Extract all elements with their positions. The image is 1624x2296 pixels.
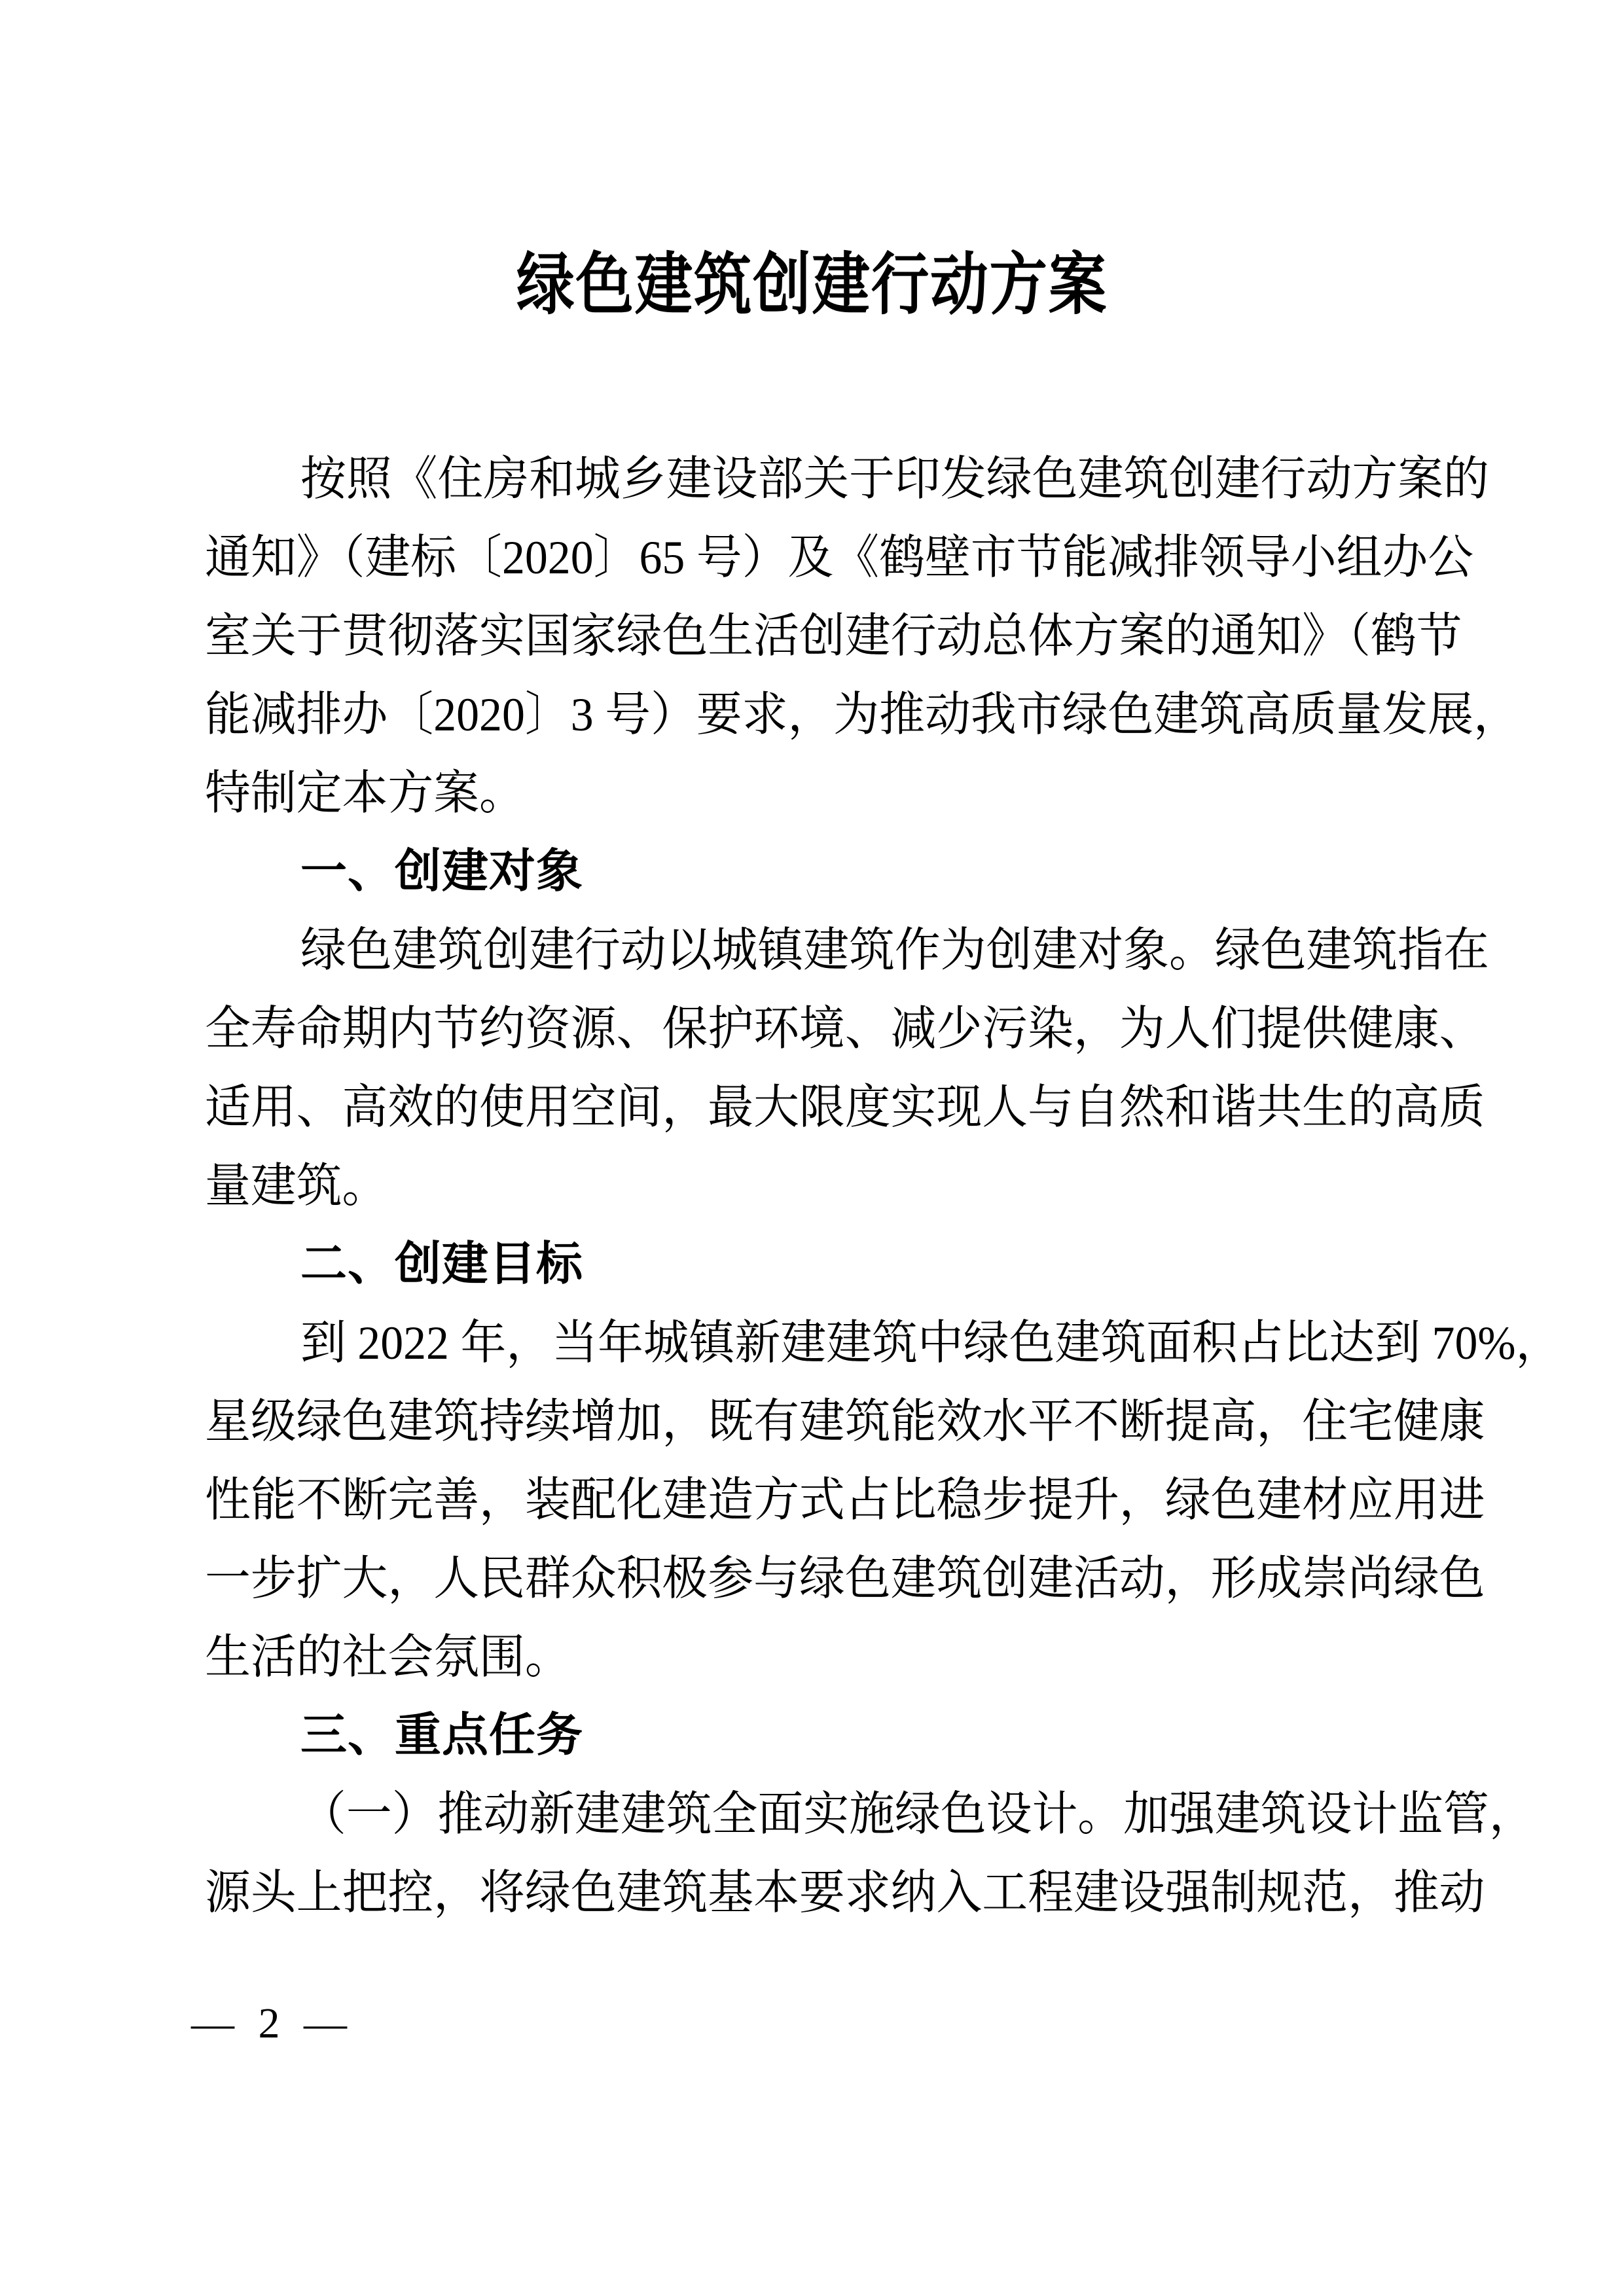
- intro-paragraph: [205, 440, 1519, 833]
- body-line: [205, 440, 1489, 518]
- body-line-text: 量建筑。: [205, 1160, 388, 1212]
- body-line-text: 生活的社会氛围。: [205, 1631, 571, 1683]
- document-body: [205, 440, 1562, 1932]
- body-line-text: 一步扩大，人民群众积极参与绿色建筑创建活动，形成崇尚绿色: [205, 1552, 1485, 1605]
- body-line-text: 性能不断完善，装配化建造方式占比稳步提升，绿色建材应用进: [205, 1474, 1485, 1526]
- section-2: [205, 1225, 1562, 1696]
- body-line: [205, 911, 1489, 990]
- body-line: [205, 1539, 1485, 1618]
- section-heading-1: 一、创建对象: [300, 846, 584, 897]
- body-line: [205, 1147, 1424, 1225]
- section-heading-3: 三、重点任务: [300, 1710, 584, 1761]
- body-line-text: （一）推动新建建筑全面实施绿色设计。加强建筑设计监管，: [300, 1788, 1535, 1840]
- body-line: [205, 518, 1474, 597]
- body-line-text: 源头上把控，将绿色建筑基本要求纳入工程建设强制规范，推动: [205, 1867, 1485, 1919]
- page-title: 绿色建筑创建行动方案: [516, 247, 1108, 322]
- body-line-text: 按照《住房和城乡建设部关于印发绿色建筑创建行动方案的: [300, 453, 1489, 505]
- body-line-text: 适用、高效的使用空间，最大限度实现人与自然和谐共生的高质: [205, 1081, 1485, 1134]
- body-line: [205, 597, 1462, 675]
- body-line-text: 到 2022 年，当年城镇新建建筑中绿色建筑面积占比达到 70%，: [300, 1317, 1562, 1369]
- body-line: [205, 1775, 1535, 1854]
- body-line-text: 能减排办〔2020〕3 号）要求，为推动我市绿色建筑高质量发展，: [205, 689, 1519, 741]
- body-line: [205, 1382, 1485, 1461]
- body-line: [205, 1854, 1485, 1932]
- body-line-text: 星级绿色建筑持续增加，既有建筑能效水平不断提高，住宅健康: [205, 1395, 1485, 1448]
- body-line: [205, 990, 1485, 1068]
- section-3: [205, 1696, 1535, 1932]
- body-line-text: 全寿命期内节约资源、保护环境、减少污染，为人们提供健康、: [205, 1003, 1485, 1055]
- body-line: [205, 1461, 1485, 1539]
- body-line: [205, 1068, 1485, 1147]
- section-heading-2: 二、创建目标: [300, 1238, 584, 1290]
- body-line: [205, 754, 1424, 833]
- section-1: [205, 833, 1489, 1225]
- page-number: — 2 —: [191, 2000, 353, 2047]
- body-line-text: 通知》（建标〔2020〕65 号）及《鹤壁市节能减排领导小组办公: [205, 531, 1474, 584]
- body-line: [205, 675, 1519, 754]
- body-line: [205, 1618, 1424, 1696]
- body-line: [205, 1304, 1562, 1382]
- body-line-text: 绿色建筑创建行动以城镇建筑作为创建对象。绿色建筑指在: [300, 924, 1489, 977]
- body-line-text: 室关于贯彻落实国家绿色生活创建行动总体方案的通知》（鹤节: [205, 610, 1462, 662]
- body-line-text: 特制定本方案。: [205, 767, 525, 819]
